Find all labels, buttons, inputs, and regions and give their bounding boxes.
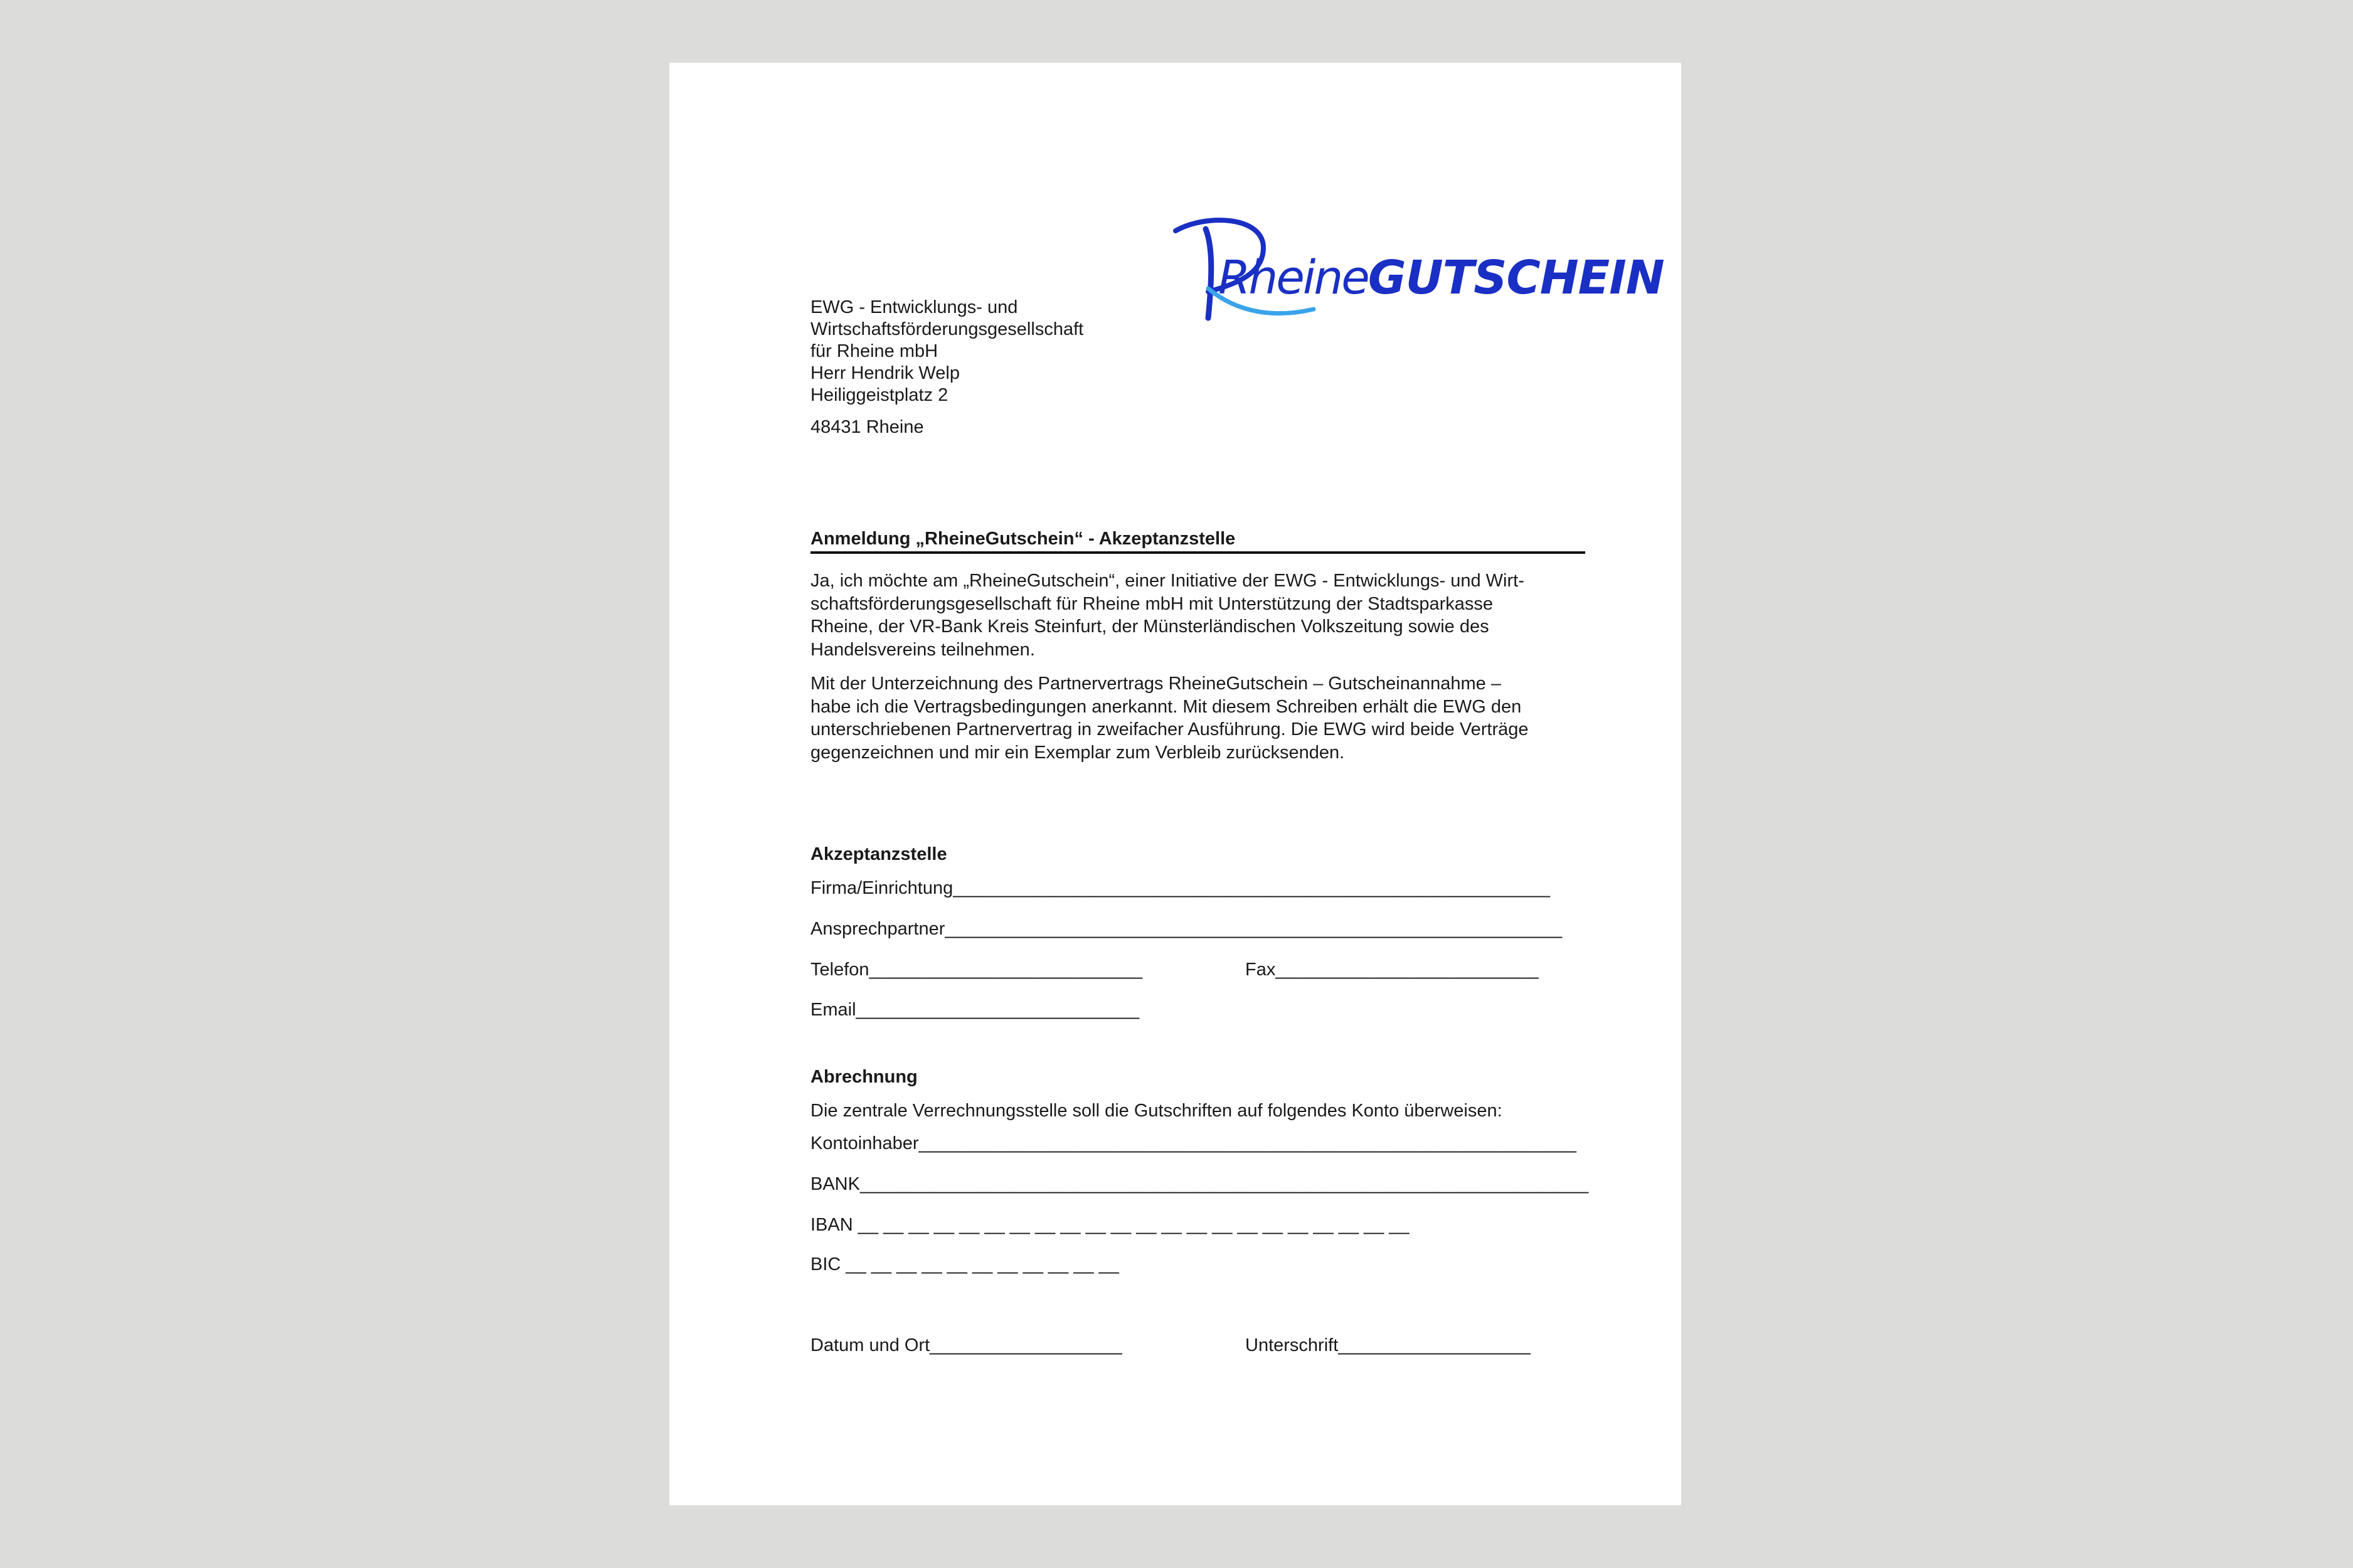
subject-underline [810,551,1585,554]
company-field[interactable]: Firma/Einrichtung___________________________________________________________ [810,878,1550,898]
acceptance-heading: Akzeptanzstelle [810,844,947,864]
intro-paragraph [810,569,1585,661]
signature-field[interactable]: Unterschrift___________________ [1245,1335,1531,1355]
document-page [669,63,1681,1505]
billing-intro: Die zentrale Verrechnungsstelle soll die Gutschriften auf folgendes Konto überweisen: [810,1101,1502,1121]
date-place-field[interactable]: Datum und Ort___________________ [810,1335,1122,1355]
address-line: Wirtschaftsförderungsgesellschaft [810,319,1084,339]
logo-text-gutschein: GUTSCHEIN [1368,251,1664,305]
account-holder-field[interactable]: Kontoinhaber_________________________________________________________________ [810,1133,1576,1153]
paragraph-line: Handelsvereins teilnehmen. [810,639,1035,660]
subject-line: Anmeldung „RheineGutschein“ - Akzeptanzstelle [810,529,1236,549]
address-line: Herr Hendrik Welp [810,363,960,383]
fax-field[interactable]: Fax__________________________ [1245,960,1539,980]
paragraph-line: gegenzeichnen und mir ein Exemplar zum Verbleib zurücksenden. [810,742,1345,763]
iban-field[interactable]: IBAN __ __ __ __ __ __ __ __ __ __ __ __ __ __ __ __ __ __ __ __ __ __ [810,1215,1410,1235]
paragraph-line: schaftsförderungsgesellschaft für Rheine mbH mit Unterstützung der Stadtsparkasse [810,593,1494,614]
billing-heading: Abrechnung [810,1067,918,1087]
bank-field[interactable]: BANK________________________________________________________________________ [810,1174,1589,1194]
phone-field[interactable]: Telefon___________________________ [810,960,1142,980]
address-city: 48431 Rheine [810,417,924,437]
address-line: EWG - Entwicklungs- und [810,297,1018,317]
email-field[interactable]: Email____________________________ [810,1000,1140,1020]
paragraph-line: habe ich die Vertragsbedingungen anerkannt. Mit diesem Schreiben erhält die EWG den [810,696,1522,717]
bic-field[interactable]: BIC __ __ __ __ __ __ __ __ __ __ __ [810,1254,1119,1274]
paragraph-line: unterschriebenen Partnervertrag in zweifacher Ausführung. Die EWG wird beide Verträge [810,719,1529,739]
contract-paragraph [810,672,1585,764]
paragraph-line: Rheine, der VR-Bank Kreis Steinfurt, der Münsterländischen Volkszeitung sowie des [810,617,1489,637]
paragraph-line: Ja, ich möchte am „RheineGutschein“, einer Initiative der EWG - Entwicklungs- und Wirt- [810,571,1524,591]
contact-person-field[interactable]: Ansprechpartner_____________________________________________________________ [810,919,1563,939]
logo-text-rheine: Rheine [1218,251,1368,305]
logo-wordmark [1218,251,1664,305]
paragraph-line: Mit der Unterzeichnung des Partnervertrags RheineGutschein – Gutscheinannahme – [810,674,1501,694]
address-line: für Rheine mbH [810,341,938,361]
address-line: Heiliggeistplatz 2 [810,385,948,405]
